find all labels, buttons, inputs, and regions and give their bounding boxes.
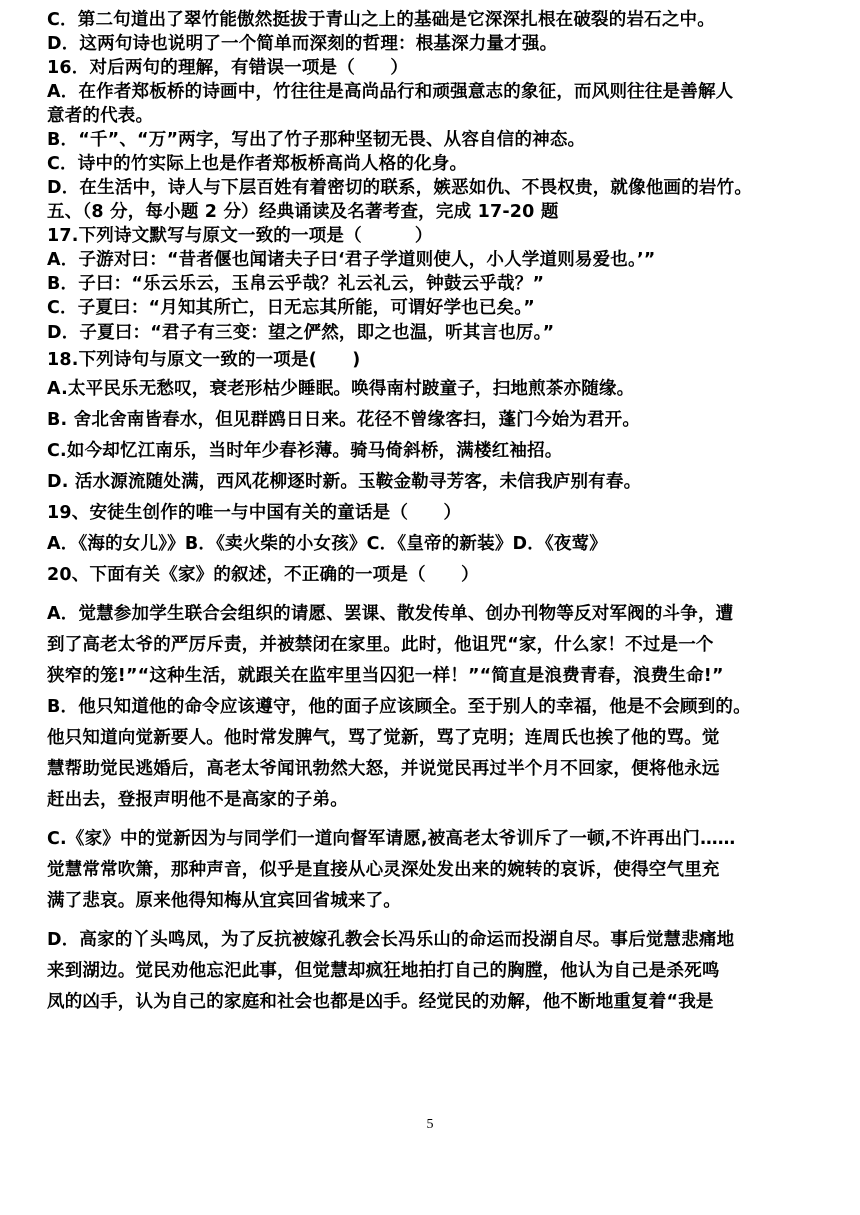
- option-16b: B．“千”、“万”两字，写出了竹子那种坚韧无畏、从容自信的神态。: [47, 130, 586, 150]
- option-20a-line2: 到了高老太爷的严厉斥责，并被禁闭在家里。此时，他诅咒“家，什么家！不过是一个: [47, 635, 714, 655]
- question-20: 20、下面有关《家》的叙述，不正确的一项是（ ）: [47, 565, 479, 585]
- option-15c: C．第二句道出了翠竹能傲然挺拔于青山之上的基础是它深深扎根在破裂的岩石之中。: [47, 10, 715, 30]
- option-17b: B．子曰：“乐云乐云，玉帛云乎哉？礼云礼云，钟鼓云乎哉？”: [47, 274, 545, 294]
- option-20b-line2: 他只知道向觉新要人。他时常发脾气，骂了觉新，骂了克明；连周氏也挨了他的骂。觉: [47, 728, 720, 748]
- option-18a: A.太平民乐无愁叹，衰老形枯少睡眠。唤得南村跛童子，扫地煎茶亦随缘。: [47, 379, 635, 399]
- option-18c: C.如今却忆江南乐，当时年少春衫薄。骑马倚斜桥，满楼红袖招。: [47, 441, 563, 461]
- question-16: 16．对后两句的理解，有错误一项是（ ）: [47, 58, 409, 78]
- page-number: 5: [426, 1117, 434, 1132]
- option-16a: A．在作者郑板桥的诗画中，竹往往是高尚品行和顽强意志的象征，而风则往往是善解人: [47, 82, 734, 102]
- option-16a-cont: 意者的代表。: [47, 106, 154, 126]
- section-five-heading: 五、（8 分，每小题 2 分）经典诵读及名著考查，完成 17-20 题: [47, 202, 559, 222]
- option-17d: D．子夏曰：“君子有三变：望之俨然，即之也温，听其言也厉。”: [47, 323, 555, 343]
- option-20d-line3: 凤的凶手，认为自己的家庭和社会也都是凶手。经觉民的劝解，他不断地重复着“我是: [47, 992, 714, 1012]
- option-15d: D．这两句诗也说明了一个简单而深刻的哲理：根基深力量才强。: [47, 34, 558, 54]
- spacer: [47, 816, 822, 824]
- option-20b-line4: 赶出去，登报声明他不是高家的子弟。: [47, 790, 348, 810]
- option-18b: B. 舍北舍南皆春水，但见群鸥日日来。花径不曾缘客扫，蓬门今始为君开。: [47, 410, 641, 430]
- option-20c-line2: 觉慧常常吹箫，那种声音，似乎是直接从心灵深处发出来的婉转的哀诉，使得空气里充: [47, 860, 720, 880]
- option-20d-line1: D．高家的丫头鸣凤，为了反抗被嫁孔教会长冯乐山的命运而投湖自尽。事后觉慧悲痛地: [47, 930, 735, 950]
- option-20c-line3: 满了悲哀。原来他得知梅从宜宾回省城来了。: [47, 891, 401, 911]
- option-17c: C．子夏曰：“月知其所亡，日无忘其所能，可谓好学也已矣。”: [47, 298, 535, 318]
- option-20d-line2: 来到湖边。觉民劝他忘汜此事，但觉慧却疯狂地拍打自己的胸膛，他认为自己是杀死鸣: [47, 961, 720, 981]
- option-20b-line1: B．他只知道他的命令应该遵守，他的面子应该顾全。至于别人的幸福，他是不会顾到的。: [47, 697, 751, 717]
- option-16d: D．在生活中，诗人与下层百姓有着密切的联系，嫉恶如仇、不畏权贵，就像他画的岩竹。: [47, 178, 753, 198]
- option-17a: A．子游对曰：“昔者偃也闻诸夫子曰‘君子学道则使人，小人学道则易爱也。’”: [47, 250, 656, 270]
- question-18: 18.下列诗句与原文一致的一项是( ): [47, 350, 361, 370]
- spacer: [47, 591, 822, 599]
- question-19: 19、安徒生创作的唯一与中国有关的童话是（ ）: [47, 503, 462, 523]
- option-20a-line3: 狭窄的笼!”“这种生活，就跟关在监牢里当囚犯一样！”“简直是浪费青春，浪费生命!”: [47, 666, 724, 686]
- options-19: A．《海的女儿》》B．《卖火柴的小女孩》C．《皇帝的新装》D．《夜莺》: [47, 534, 607, 554]
- document-page: [47, 8, 822, 1018]
- spacer: [47, 917, 822, 925]
- option-20a-line1: A．觉慧参加学生联合会组织的请愿、罢课、散发传单、创办刊物等反对军阀的斗争，遭: [47, 604, 734, 624]
- option-18d: D. 活水源流随处满，西风花柳逐时新。玉鞍金勒寻芳客，未信我庐别有春。: [47, 472, 642, 492]
- option-20c-line1: C.《家》中的觉新因为与同学们一道向督军请愿,被高老太爷训斥了一顿,不许再出门……: [47, 829, 736, 849]
- question-17: 17.下列诗文默写与原文一致的一项是（ ）: [47, 226, 433, 246]
- option-16c: C．诗中的竹实际上也是作者郑板桥高尚人格的化身。: [47, 154, 468, 174]
- option-20b-line3: 慧帮助觉民逃婚后，高老太爷闻讯勃然大怒，并说觉民再过半个月不回家，便将他永远: [47, 759, 720, 779]
